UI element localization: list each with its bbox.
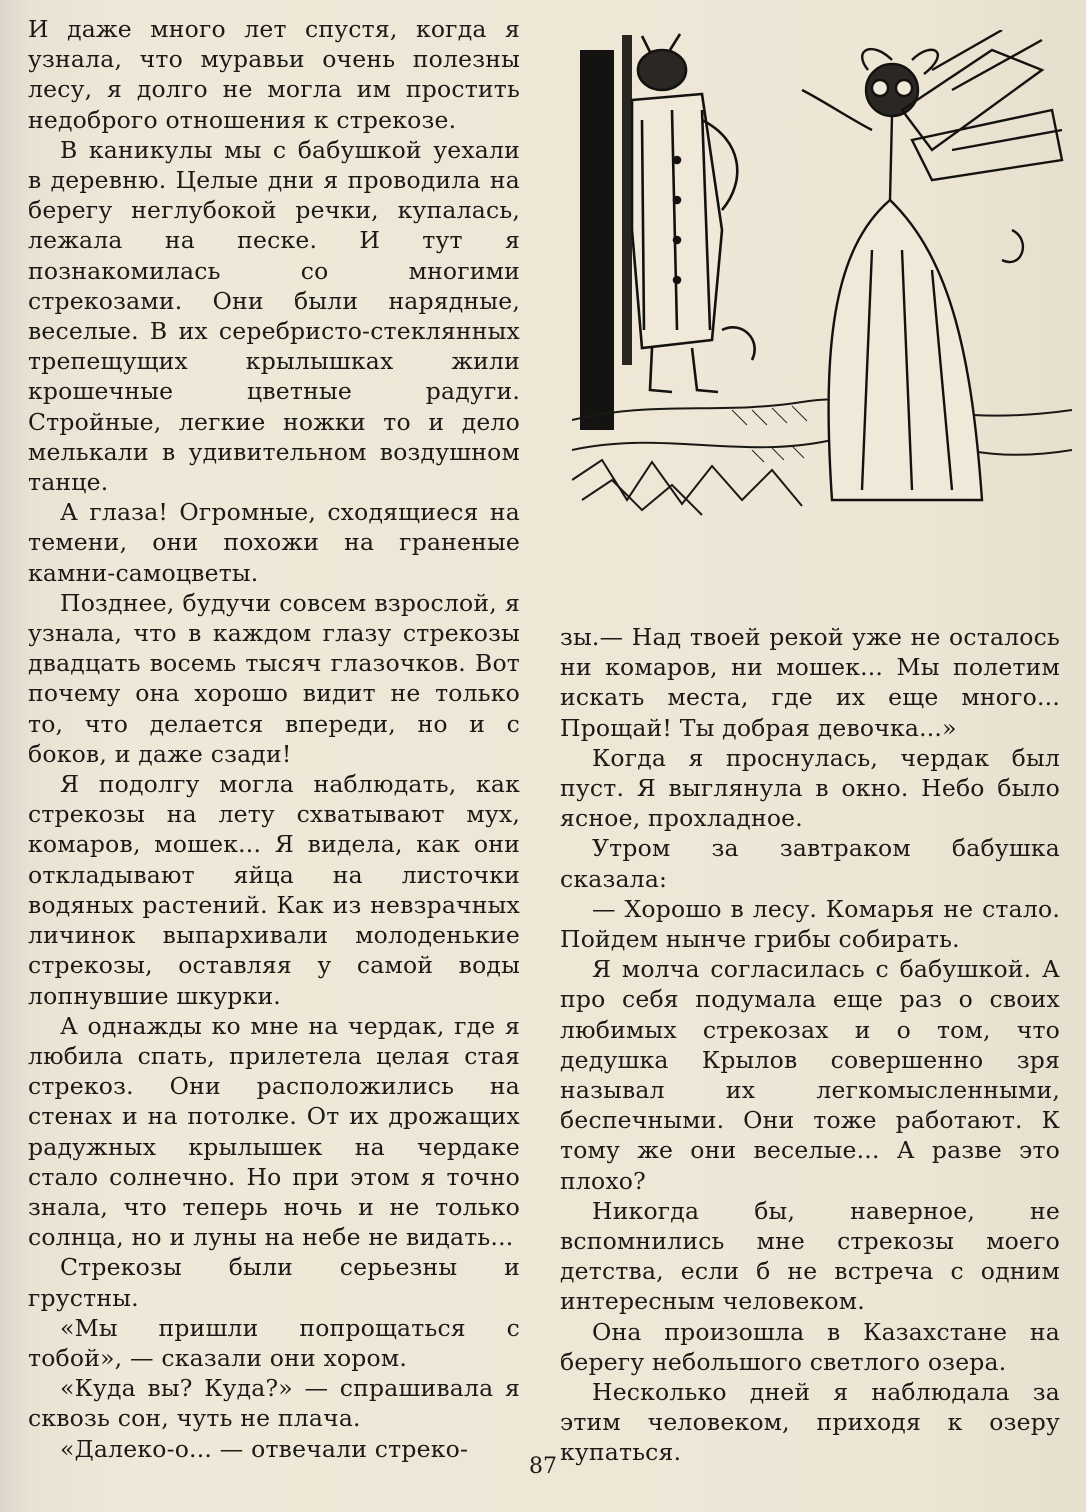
paragraph: Она произошла в Казахстане на берегу небольшого светлого озера. (560, 1317, 1060, 1376)
paragraph: — Хорошо в лесу. Комарья не стало. Пойдем нынче грибы собирать. (560, 894, 1060, 954)
paragraph: Я подолгу могла наблюдать, как стрекозы на лету схватывают мух, комаров, мошек... Я видела, как они откладывают яйца на листочки водяных растений. Как из невзрачных личинок выпархивали молоденькие стрекозы, оставляя у самой воды лопнувшие шкурки. (28, 770, 520, 1010)
page-number: 87 (529, 1454, 557, 1479)
paragraph: И даже много лет спустя, когда я узнала, что муравьи очень полезны лесу, я долго не могла им простить недоброго отношения к стрекозе. (28, 15, 520, 134)
paragraph: Когда я проснулась, чердак был пуст. Я выглянула в окно. Небо было ясное, прохладное. (560, 743, 1060, 833)
paragraph: «Далеко-о... — отвечали стреко- (60, 1434, 469, 1463)
paragraph: Стрекозы были серьезны и грустны. (28, 1253, 520, 1312)
paragraph: зы.— Над твоей рекой уже не осталось ни комаров, ни мошек... Мы полетим искать места, где их еще много... Прощай! Ты добрая девочка...» (560, 623, 1060, 742)
paragraph: Утром за завтраком бабушка сказала: (560, 834, 1060, 893)
paragraph: В каникулы мы с бабушкой уехали в деревню. Целые дни я проводила на берегу неглубокой речки, купалась, лежала на песке. И тут я познакомилась со многими стрекозами. Они были нарядные, веселые. В их серебристо-стеклянных трепещущих крылышках жили крошечные цветные радуги. Стройные, легкие ножки то и дело мелькали в удивительном воздушном танце. (28, 135, 520, 497)
paragraph: А однажды ко мне на чердак, где я любила спать, прилетела целая стая стрекоз. Они расположились на стенах и на потолке. От их дрожащих радужных крылышек на чердаке стало солнечно. Но при этом я точно знала, что теперь ночь и не только солнца, но и луны на небе не видать... (28, 1011, 520, 1252)
paragraph: «Мы пришли попрощаться с тобой», — сказали они хором. (28, 1313, 520, 1372)
paragraph: А глаза! Огромные, сходящиеся на темени, они похожи на граненые камни-самоцветы. (28, 498, 520, 587)
paragraph: Несколько дней я наблюдала за этим человеком, приходя к озеру купаться. (560, 1378, 1060, 1467)
paragraph: «Куда вы? Куда?» — спрашивала я сквозь сон, чуть не плача. (28, 1374, 520, 1433)
paragraph: Позднее, будучи совсем взрослой, я узнала, что в каждом глазу стрекозы двадцать восемь тысяч глазочков. Вот почему она хорошо видит не только то, что делается впереди, но и с боков, и даже сзади! (28, 588, 520, 768)
left-text-column (28, 14, 520, 1464)
paragraph: Никогда бы, наверное, не вспомнились мне стрекозы моего детства, если б не встреча с одним интересным человеком. (560, 1196, 1060, 1316)
ant-and-dragonfly-illustration-icon (572, 30, 1072, 530)
right-text-column (560, 622, 1060, 1468)
paragraph: Я молча согласилась с бабушкой. А про себя подумала еще раз о своих любимых стрекозах и о том, что дедушка Крылов совершенно зря называл их легкомысленными, беспечными. Они тоже работают. К тому же они веселые... А разве это плохо? (560, 955, 1060, 1195)
